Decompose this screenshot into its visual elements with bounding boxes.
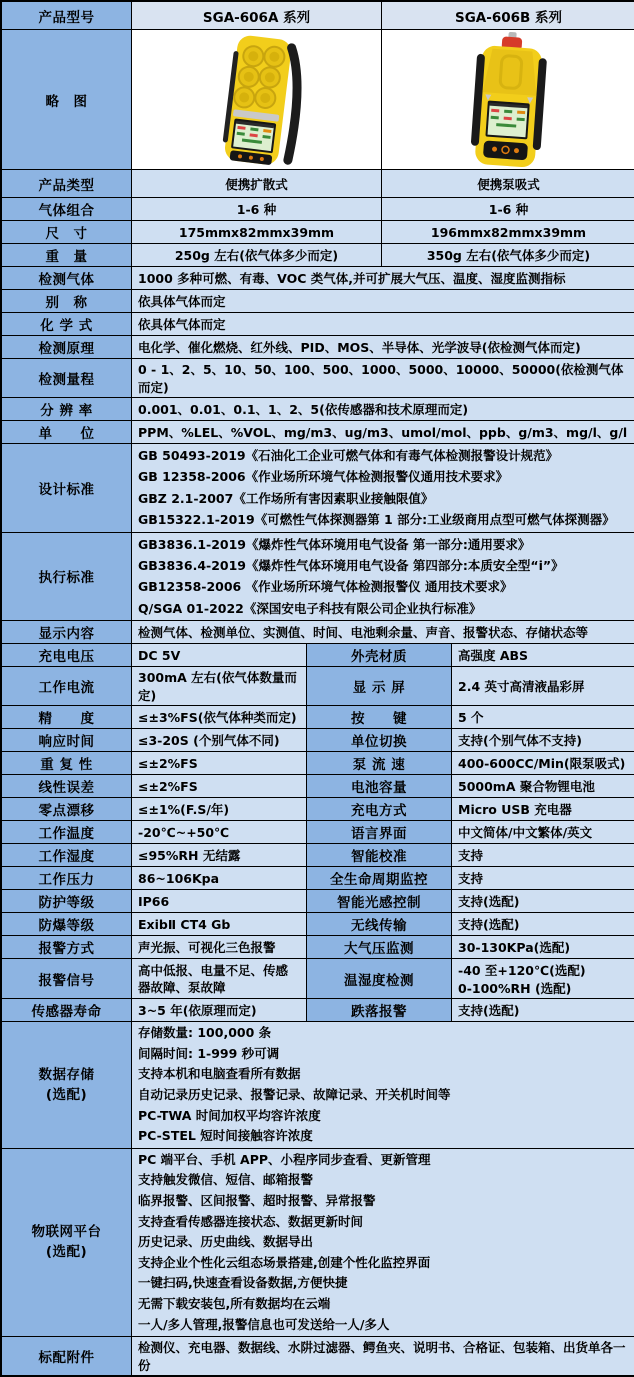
row-label-display-screen: 显 示 屏 — [307, 667, 452, 706]
unit-value: PPM、%LEL、%VOL、mg/m3、ug/m3、umol/mol、ppb、g/m3、mg/l、g/l — [132, 421, 634, 444]
gas-combination-a: 1-6 种 — [132, 198, 382, 221]
unit-switch-value: 支持(个别气体不支持) — [452, 729, 634, 752]
row-label-detection-principle: 检测原理 — [2, 336, 132, 359]
protection-rating-value: IP66 — [132, 890, 307, 913]
row-label-linearity-error: 线性误差 — [2, 775, 132, 798]
table-row — [2, 775, 634, 798]
weight-a: 250g 左右(依气体多少而定) — [132, 244, 382, 267]
table-quad-section — [1, 643, 634, 1022]
dimensions-a: 175mmx82mmx39mm — [132, 221, 382, 244]
row-label-dimensions: 尺 寸 — [2, 221, 132, 244]
table-row — [2, 798, 634, 821]
table-row — [2, 913, 634, 936]
row-label-working-current: 工作电流 — [2, 667, 132, 706]
row-label-chemical-formula: 化 学 式 — [2, 313, 132, 336]
table-row — [2, 198, 634, 221]
design-standard-line: GB 12358-2006《作业场所环境气体检测报警仪通用技术要求》 — [138, 466, 629, 487]
table-row — [2, 336, 634, 359]
table-row — [2, 752, 634, 775]
row-label-accessories: 标配附件 — [2, 1337, 132, 1376]
iot-platform-line: PC 端平台、手机 APP、小程序同步查看、更新管理 — [138, 1150, 629, 1171]
detect-gas-value: 1000 多种可燃、有毒、VOC 类气体,并可扩展大气压、温度、湿度监测指标 — [132, 267, 634, 290]
drop-alarm-value: 支持(选配) — [452, 999, 634, 1022]
repeatability-value: ≤±2%FS — [132, 752, 307, 775]
lifecycle-monitoring-value: 支持 — [452, 867, 634, 890]
data-storage-line: PC-STEL 短时间接触容许浓度 — [138, 1126, 629, 1147]
charge-voltage-value: DC 5V — [132, 644, 307, 667]
row-label-resolution: 分 辨 率 — [2, 398, 132, 421]
device-a-photo — [132, 30, 382, 170]
device-b-photo — [382, 30, 634, 170]
design-standard-line: GB 50493-2019《石油化工企业可燃气体和有毒气体检测报警设计规范》 — [138, 445, 629, 466]
iot-platform-value — [132, 1148, 634, 1336]
row-label-repeatability: 重 复 性 — [2, 752, 132, 775]
working-humidity-value: ≤95%RH 无结露 — [132, 844, 307, 867]
table-row — [2, 221, 634, 244]
table-row — [2, 890, 634, 913]
row-label-charge-voltage: 充电电压 — [2, 644, 132, 667]
working-temperature-value: -20℃~+50℃ — [132, 821, 307, 844]
data-storage-line: 自动记录历史记录、报警记录、故障记录、开关机时间等 — [138, 1085, 629, 1106]
data-storage-label-line: 数据存储 — [4, 1065, 129, 1085]
row-label-working-pressure: 工作压力 — [2, 867, 132, 890]
table-header-section — [1, 1, 634, 267]
table-row — [2, 936, 634, 959]
table-row — [2, 621, 634, 644]
execution-standard-line: Q/SGA 01-2022《深国安电子科技有限公司企业执行标准》 — [138, 598, 629, 619]
iot-platform-line: 临界报警、区间报警、超时报警、异常报警 — [138, 1191, 629, 1212]
row-label-data-storage — [2, 1022, 132, 1149]
alarm-signal-value — [132, 959, 307, 999]
table-row — [2, 30, 634, 170]
humidity-range-line: 0-100%RH (选配) — [458, 979, 629, 997]
accessories-value: 检测仪、充电器、数据线、水阱过滤器、鳄鱼夹、说明书、合格证、包装箱、出货单各一份 — [132, 1337, 634, 1376]
row-label-working-humidity: 工作湿度 — [2, 844, 132, 867]
table-row — [2, 170, 634, 198]
row-label-lifecycle-monitoring: 全生命周期监控 — [307, 867, 452, 890]
table-row — [2, 398, 634, 421]
iot-platform-label-line: 物联网平台 — [4, 1222, 129, 1242]
row-label-alias: 别 称 — [2, 290, 132, 313]
row-label-pump-flow: 泵 流 速 — [307, 752, 452, 775]
table-row — [2, 244, 634, 267]
working-pressure-value: 86~106Kpa — [132, 867, 307, 890]
working-current-value: 300mA 左右(依气体数量而定) — [132, 667, 307, 706]
table-row — [2, 267, 634, 290]
diffusion-detector-icon — [191, 32, 323, 168]
response-time-value: ≤3-20S (个别气体不同) — [132, 729, 307, 752]
data-storage-value — [132, 1022, 634, 1149]
data-storage-line: 支持本机和电脑查看所有数据 — [138, 1064, 629, 1085]
row-label-light-control: 智能光感控制 — [307, 890, 452, 913]
pressure-monitor-value: 30-130KPa(选配) — [452, 936, 634, 959]
row-label-response-time: 响应时间 — [2, 729, 132, 752]
iot-platform-label-line: (选配) — [4, 1242, 129, 1262]
pump-detector-icon — [443, 32, 575, 168]
row-label-zero-drift: 零点漂移 — [2, 798, 132, 821]
iot-platform-line: 支持查看传感器连接状态、数据更新时间 — [138, 1212, 629, 1233]
shell-material-value: 高强度 ABS — [452, 644, 634, 667]
detection-principle-value: 电化学、催化燃烧、红外线、PID、MOS、半导体、光学波导(依检测气体而定) — [132, 336, 634, 359]
iot-platform-line: 一键扫码,快速查看设备数据,方便快捷 — [138, 1273, 629, 1294]
table-row — [2, 667, 634, 706]
table-row — [2, 532, 634, 621]
row-label-detection-range: 检测量程 — [2, 359, 132, 398]
display-screen-value: 2.4 英寸高清液晶彩屏 — [452, 667, 634, 706]
resolution-value: 0.001、0.01、0.1、1、2、5(依传感器和技术原理而定) — [132, 398, 634, 421]
smart-calibration-value: 支持 — [452, 844, 634, 867]
detection-range-value: 0 - 1、2、5、10、50、100、500、1000、5000、10000、50000(依检测气体而定) — [132, 359, 634, 398]
table-row — [2, 421, 634, 444]
table-row — [2, 844, 634, 867]
table-row — [2, 1148, 634, 1336]
table-row — [2, 313, 634, 336]
design-standard-value — [132, 444, 634, 533]
row-label-smart-calibration: 智能校准 — [307, 844, 452, 867]
iot-platform-line: 无需下载安装包,所有数据均在云端 — [138, 1294, 629, 1315]
row-label-battery-capacity: 电池容量 — [307, 775, 452, 798]
wireless-transmission-value: 支持(选配) — [452, 913, 634, 936]
row-label-alarm-signal: 报警信号 — [2, 959, 132, 999]
product-type-b: 便携泵吸式 — [382, 170, 634, 198]
row-label-protection-rating: 防护等级 — [2, 890, 132, 913]
table-row — [2, 706, 634, 729]
row-label-wireless-transmission: 无线传输 — [307, 913, 452, 936]
table-bottom-section — [1, 1021, 634, 1376]
table-row — [2, 644, 634, 667]
table-row — [2, 867, 634, 890]
language-value: 中文简体/中文繁体/英文 — [452, 821, 634, 844]
buttons-value: 5 个 — [452, 706, 634, 729]
table-row — [2, 444, 634, 533]
iot-platform-line: 支持触发微信、短信、邮箱报警 — [138, 1170, 629, 1191]
row-label-explosion-proof-rating: 防爆等级 — [2, 913, 132, 936]
data-storage-line: PC-TWA 时间加权平均容许浓度 — [138, 1106, 629, 1127]
row-label-pressure-monitor: 大气压监测 — [307, 936, 452, 959]
table-row — [2, 959, 634, 999]
temp-range-line: -40 至+120℃(选配) — [458, 961, 629, 979]
gas-combination-b: 1-6 种 — [382, 198, 634, 221]
row-label-iot-platform — [2, 1148, 132, 1336]
iot-platform-line: 一人/多人管理,报警信息也可发送给一人/多人 — [138, 1315, 629, 1336]
row-label-buttons: 按 键 — [307, 706, 452, 729]
iot-platform-line: 历史记录、历史曲线、数据导出 — [138, 1232, 629, 1253]
row-label-unit: 单 位 — [2, 421, 132, 444]
light-control-value: 支持(选配) — [452, 890, 634, 913]
row-label-gas-combination: 气体组合 — [2, 198, 132, 221]
row-label-product-model: 产品型号 — [2, 2, 132, 30]
execution-standard-line: GB3836.4-2019《爆炸性气体环境用电气设备 第四部分:本质安全型“i”》 — [138, 555, 629, 576]
table-row — [2, 1337, 634, 1376]
linearity-error-value: ≤±2%FS — [132, 775, 307, 798]
zero-drift-value: ≤±1%(F.S/年) — [132, 798, 307, 821]
design-standard-line: GBZ 2.1-2007《工作场所有害因素职业接触限值》 — [138, 488, 629, 509]
charge-method-value: Micro USB 充电器 — [452, 798, 634, 821]
precision-value: ≤±3%FS(依气体种类而定) — [132, 706, 307, 729]
sensor-life-value: 3~5 年(依原理而定) — [132, 999, 307, 1022]
row-label-display-content: 显示内容 — [2, 621, 132, 644]
iot-platform-line: 支持企业个性化云组态场景搭建,创建个性化监控界面 — [138, 1253, 629, 1274]
display-content-value: 检测气体、检测单位、实测值、时间、电池剩余量、声音、报警状态、存储状态等 — [132, 621, 634, 644]
row-label-temp-humidity-monitor: 温湿度检测 — [307, 959, 452, 999]
table-row — [2, 359, 634, 398]
battery-capacity-value: 5000mA 聚合物锂电池 — [452, 775, 634, 798]
temp-humidity-monitor-value — [452, 959, 634, 999]
execution-standard-line: GB12358-2006 《作业场所环境气体检测报警仪 通用技术要求》 — [138, 576, 629, 597]
row-label-design-standard: 设计标准 — [2, 444, 132, 533]
dimensions-b: 196mmx82mmx39mm — [382, 221, 634, 244]
table-row — [2, 729, 634, 752]
execution-standard-line: GB3836.1-2019《爆炸性气体环境用电气设备 第一部分:通用要求》 — [138, 534, 629, 555]
series-a-title: SGA-606A 系列 — [132, 2, 382, 30]
table-row — [2, 1022, 634, 1149]
data-storage-line: 存储数量: 100,000 条 — [138, 1023, 629, 1044]
table-fullwidth-section — [1, 266, 634, 644]
row-label-unit-switch: 单位切换 — [307, 729, 452, 752]
row-label-shell-material: 外壳材质 — [307, 644, 452, 667]
weight-b: 350g 左右(依气体多少而定) — [382, 244, 634, 267]
table-row — [2, 2, 634, 30]
series-b-title: SGA-606B 系列 — [382, 2, 634, 30]
pump-flow-value: 400-600CC/Min(限泵吸式) — [452, 752, 634, 775]
design-standard-line: GB15322.1-2019《可燃性气体探测器第 1 部分:工业级商用点型可燃气体探测器》 — [138, 509, 629, 530]
explosion-proof-rating-value: ExibⅡ CT4 Gb — [132, 913, 307, 936]
alarm-mode-value: 声光振、可视化三色报警 — [132, 936, 307, 959]
alias-value: 依具体气体而定 — [132, 290, 634, 313]
alarm-signal-text: 高中低报、电量不足、传感器故障、泵故障 — [138, 962, 300, 996]
row-label-alarm-mode: 报警方式 — [2, 936, 132, 959]
execution-standard-value — [132, 532, 634, 621]
row-label-detect-gas: 检测气体 — [2, 267, 132, 290]
row-label-charge-method: 充电方式 — [307, 798, 452, 821]
data-storage-label-line: (选配) — [4, 1085, 129, 1105]
row-label-product-type: 产品类型 — [2, 170, 132, 198]
row-label-weight: 重 量 — [2, 244, 132, 267]
product-type-a: 便携扩散式 — [132, 170, 382, 198]
table-row — [2, 999, 634, 1022]
table-row — [2, 290, 634, 313]
row-label-precision: 精 度 — [2, 706, 132, 729]
row-label-sketch: 略 图 — [2, 30, 132, 170]
data-storage-line: 间隔时间: 1-999 秒可调 — [138, 1044, 629, 1065]
chemical-formula-value: 依具体气体而定 — [132, 313, 634, 336]
table-row — [2, 821, 634, 844]
row-label-working-temperature: 工作温度 — [2, 821, 132, 844]
row-label-language: 语言界面 — [307, 821, 452, 844]
row-label-execution-standard: 执行标准 — [2, 532, 132, 621]
row-label-drop-alarm: 跌落报警 — [307, 999, 452, 1022]
row-label-sensor-life: 传感器寿命 — [2, 999, 132, 1022]
